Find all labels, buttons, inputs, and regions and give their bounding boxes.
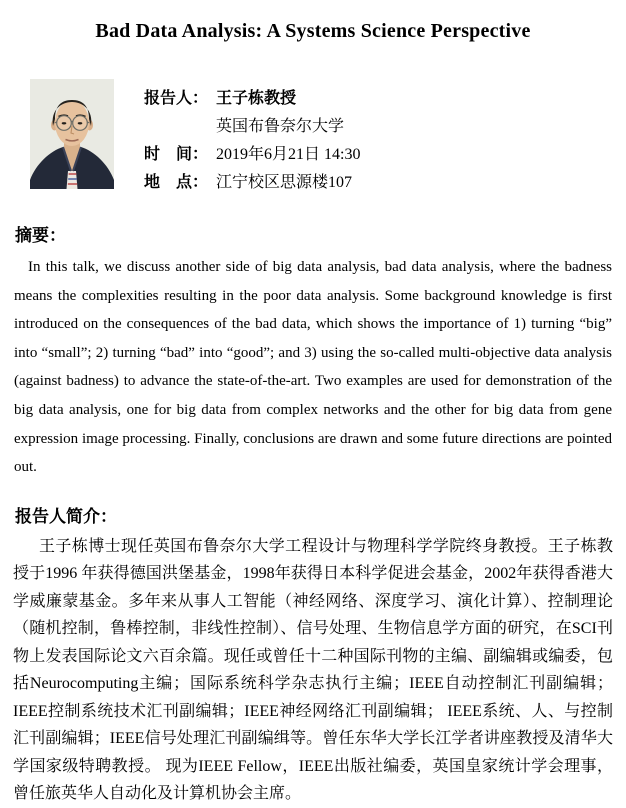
affiliation-spacer <box>144 113 216 141</box>
time-value: 2019年6月21日 14:30 <box>216 146 361 163</box>
location-row <box>144 169 360 197</box>
time-label: 时 间： <box>144 146 209 163</box>
speaker-label: 报告人： <box>144 90 209 107</box>
affiliation-row <box>144 113 360 141</box>
speaker-row <box>144 85 360 113</box>
speaker-affiliation: 英国布鲁奈尔大学 <box>216 118 345 135</box>
speaker-photo <box>30 79 114 189</box>
bio-text: 王子栋博士现任英国布鲁奈尔大学工程设计与物理科学学院终身教授。王子栋教授于1996 年获得德国洪堡基金，1998年获得日本科学促进会基金，2002年获得香港大学威廉蒙基金。多年来从事人工智能（神经网络、深度学习、演化计算）、控制理论（随机控制，鲁棒控制，非线性控制）、信号处理、生物信息学方面的研究，在SCI刊物上发表国际论文六百余篇。现任或曾任十二种国际刊物的主编、副编辑或编委，包括Neurocomputing主编；国际系统科学杂志执行主编；IEEE自动控制汇刊副编辑；IEEE控制系统技术汇刊副编辑；IEEE神经网络汇刊副编辑； IEEE系统、人、与控制汇刊副编辑；IEEE信号处理汇刊副编缉等。曾任东华大学长江学者讲座教授及清华大学国家级特聘教授。 现为IEEE Fellow，IEEE出版社编委，英国皇家统计学会理事，曾任旅英华人自动化及计算机协会主席。 <box>13 537 613 803</box>
speaker-portrait-image <box>30 79 114 189</box>
abstract-text: In this talk, we discuss another side of big data analysis, bad data analysis, where the badness means the complexities resulting in the poor data analysis. Some background knowledge is first introduced on the consequences of the bad data, which shows the importance of 1) turning “big” into “small”; 2) turning “bad” into “good”; and 3) using the so-called multi-objective data analysis (against badness) to advance the state-of-the-art. Two examples are used for demonstration of the big data analysis, one for big data from complex networks and the other for big data from gene expression image processing. Finally, conclusions are drawn and some future directions are pointed out. <box>14 259 612 476</box>
location-label: 地 点： <box>144 174 209 191</box>
speaker-info <box>144 79 360 197</box>
time-row <box>144 141 360 169</box>
speaker-section <box>30 79 626 197</box>
location-value: 江宁校区思源楼107 <box>216 174 353 191</box>
page-title: Bad Data Analysis: A Systems Science Perspective <box>95 20 531 42</box>
bio-heading: 报告人简介： <box>15 506 117 526</box>
speaker-name: 王子栋教授 <box>216 90 297 107</box>
abstract-heading: 摘要： <box>15 226 66 245</box>
